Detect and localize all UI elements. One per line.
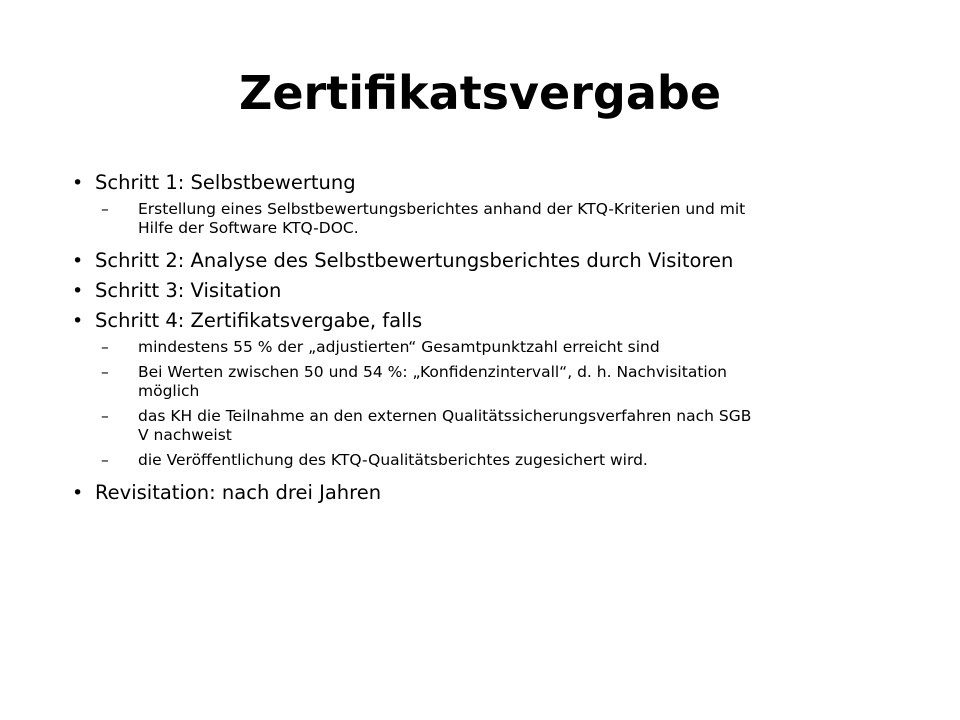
- dash-icon: –: [101, 338, 109, 356]
- bullet-item-schritt-4: [72, 308, 892, 334]
- sub-item-bei-werten: [72, 363, 892, 401]
- bullet-text: Schritt 2: Analyse des Selbstbewertungsberichtes durch Visitoren: [95, 249, 734, 272]
- bullet-icon: •: [72, 310, 84, 332]
- sub-item-text-line1: mindestens 55 % der „adjustierten“ Gesamtpunktzahl erreicht sind: [138, 338, 660, 356]
- dash-icon: –: [101, 363, 109, 381]
- sub-item-veroeffentlichung: [72, 451, 892, 470]
- dash-icon: –: [101, 200, 109, 218]
- sub-item-erstellung: [72, 200, 892, 238]
- sub-item-text-line1: Bei Werten zwischen 50 und 54 %: „Konfidenzintervall“, d. h. Nachvisitation: [138, 363, 728, 381]
- bullet-list: [72, 170, 892, 510]
- sub-item-text-line1: Erstellung eines Selbstbewertungsberichtes anhand der KTQ-Kriterien und mit: [138, 200, 746, 218]
- bullet-text: Schritt 4: Zertifikatsvergabe, falls: [95, 309, 423, 332]
- bullet-text: Schritt 1: Selbstbewertung: [95, 171, 356, 194]
- dash-icon: –: [101, 451, 109, 469]
- bullet-text: Revisitation: nach drei Jahren: [95, 481, 382, 504]
- bullet-icon: •: [72, 172, 84, 194]
- bullet-icon: •: [72, 250, 84, 272]
- bullet-icon: •: [72, 482, 84, 504]
- sub-item-mindestens: [72, 338, 892, 357]
- bullet-item-schritt-2: [72, 248, 892, 274]
- bullet-text: Schritt 3: Visitation: [95, 279, 282, 302]
- sub-item-kh-teilnahme: [72, 407, 892, 445]
- bullet-item-revisitation: [72, 480, 892, 506]
- sub-item-text-line1: das KH die Teilnahme an den externen Qualitätssicherungsverfahren nach SGB: [138, 407, 752, 425]
- sub-item-text-line2: Hilfe der Software KTQ-DOC.: [138, 219, 359, 237]
- sub-item-text-line2: möglich: [138, 382, 200, 400]
- bullet-icon: •: [72, 280, 84, 302]
- sub-item-text-line2: V nachweist: [138, 426, 232, 444]
- slide-title: Zertifikatsvergabe: [238, 66, 722, 120]
- bullet-item-schritt-1: [72, 170, 892, 196]
- bullet-item-schritt-3: [72, 278, 892, 304]
- dash-icon: –: [101, 407, 109, 425]
- sub-item-text-line1: die Veröffentlichung des KTQ-Qualitätsberichtes zugesichert wird.: [138, 451, 648, 469]
